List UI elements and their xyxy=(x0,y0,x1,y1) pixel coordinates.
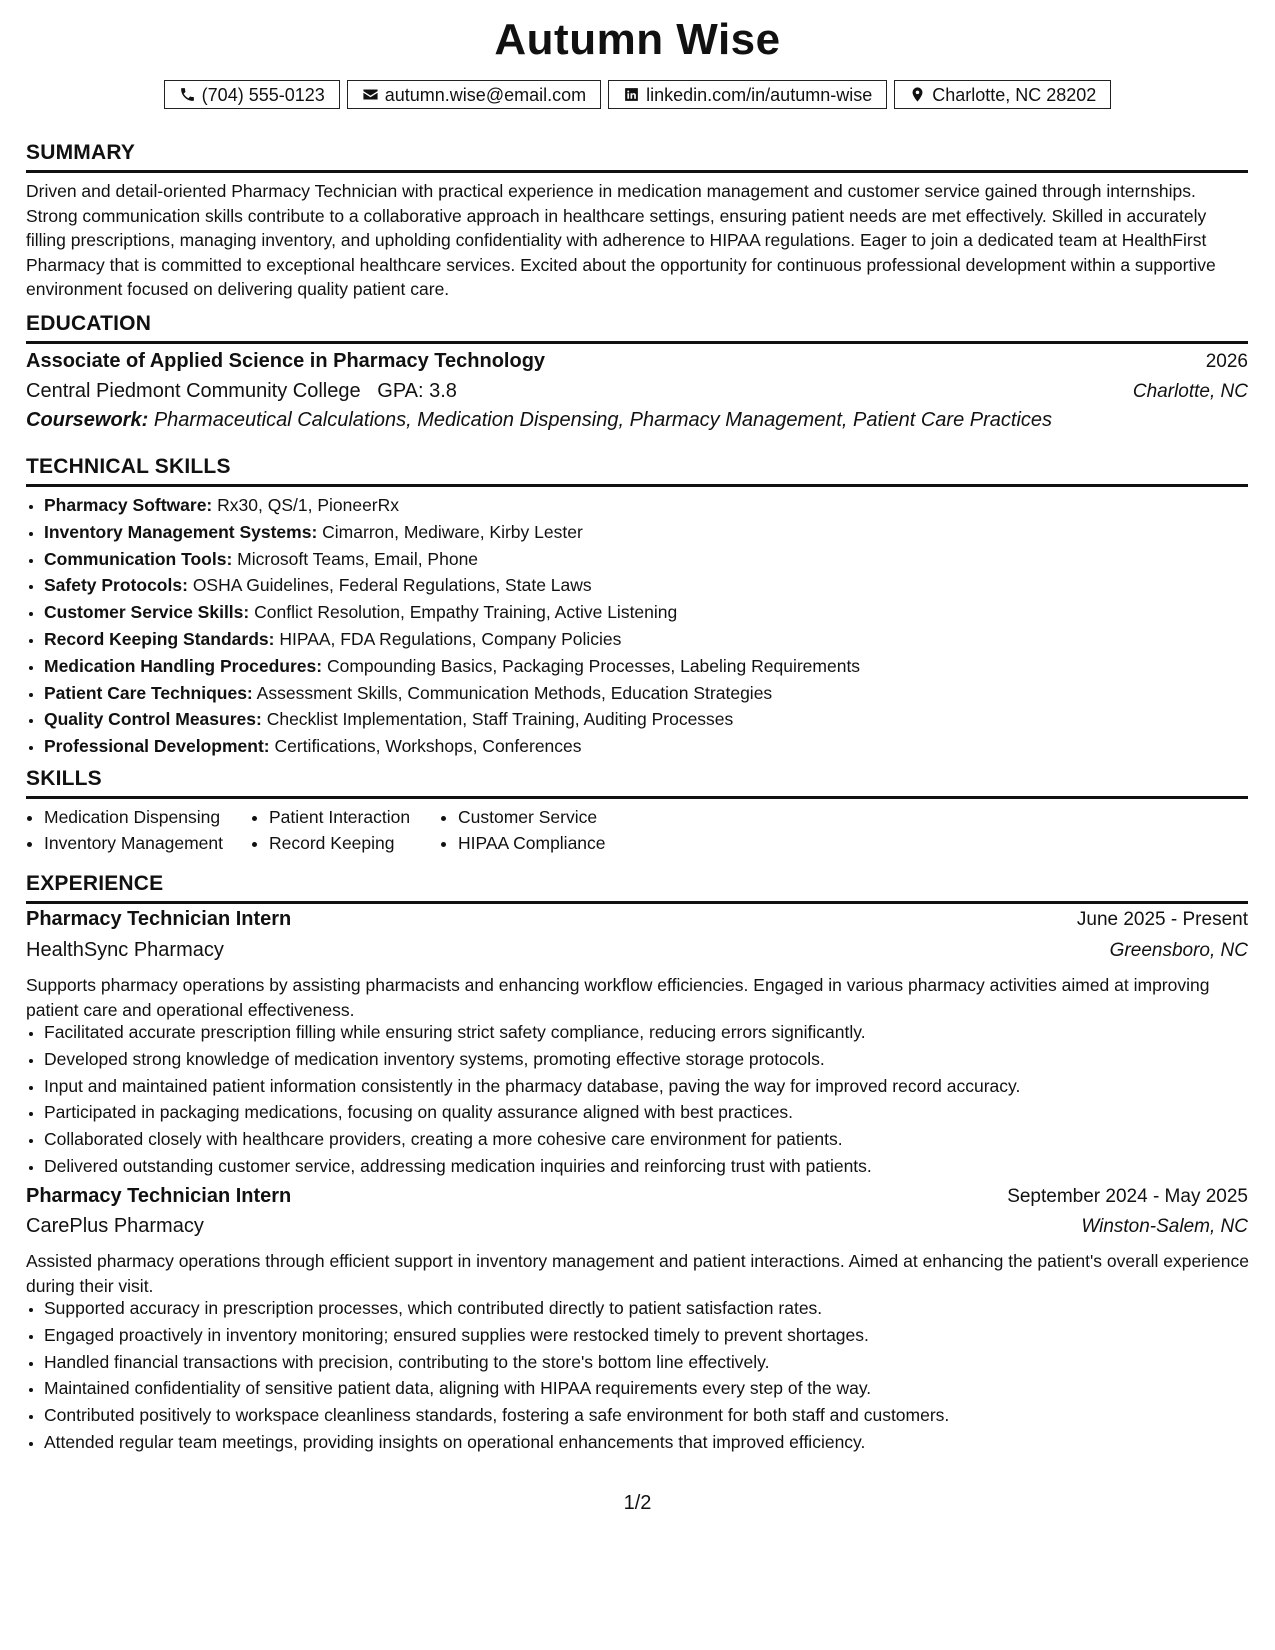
list-item: • Pharmacy Software: Rx30, QS/1, PioneerRx xyxy=(44,492,1244,519)
education-divider xyxy=(26,341,1248,344)
job-bullets xyxy=(26,1295,1244,1456)
list-item: • Inventory Management Systems: Cimarron, Mediware, Kirby Lester xyxy=(44,519,1244,546)
contact-linkedin[interactable] xyxy=(608,80,887,109)
linkedin-icon xyxy=(623,86,640,103)
skills-heading: SKILLS xyxy=(26,767,102,790)
location-pin-icon xyxy=(909,86,926,103)
coursework-row xyxy=(26,409,1248,432)
list-item: • Record Keeping xyxy=(269,830,440,856)
list-item: • Handled financial transactions with precision, contributing to the store's bottom line effectively. xyxy=(44,1349,1244,1376)
list-item: • Input and maintained patient information consistently in the pharmacy database, paving the way for improved record accuracy. xyxy=(44,1073,1244,1100)
list-item: • Contributed positively to workspace cleanliness standards, fostering a safe environment for both staff and customers. xyxy=(44,1402,1244,1429)
experience-divider xyxy=(26,901,1248,904)
list-item: • Participated in packaging medications, focusing on quality assurance aligned with best practices. xyxy=(44,1099,1244,1126)
education-school-row xyxy=(26,380,1248,403)
technical-skills-list xyxy=(26,492,1244,760)
contact-email-text: autumn.wise@email.com xyxy=(384,84,587,105)
contact-phone xyxy=(164,80,340,109)
skills-column xyxy=(26,804,251,856)
graduation-year: 2026 xyxy=(1205,351,1248,372)
list-item: • Record Keeping Standards: HIPAA, FDA Regulations, Company Policies xyxy=(44,626,1244,653)
contact-phone-text: (704) 555-0123 xyxy=(201,84,325,105)
list-item: • Supported accuracy in prescription processes, which contributed directly to patient satisfaction rates. xyxy=(44,1295,1244,1322)
list-item: • Attended regular team meetings, providing insights on operational enhancements that improved efficiency. xyxy=(44,1429,1244,1456)
job-title: Pharmacy Technician Intern xyxy=(26,1185,292,1207)
list-item: • Engaged proactively in inventory monitoring; ensured supplies were restocked timely to prevent shortages. xyxy=(44,1322,1244,1349)
job-company-row xyxy=(26,1215,1248,1238)
summary-heading: SUMMARY xyxy=(26,141,136,164)
job-company: HealthSync Pharmacy xyxy=(26,939,224,961)
list-item: • Facilitated accurate prescription filling while ensuring strict safety compliance, reducing errors significantly. xyxy=(44,1019,1244,1046)
coursework-line xyxy=(26,409,1052,432)
gpa: GPA: 3.8 xyxy=(377,380,457,402)
list-item: • Delivered outstanding customer service, addressing medication inquiries and reinforcing trust with patients. xyxy=(44,1153,1244,1180)
contact-email[interactable] xyxy=(347,80,601,109)
job-summary: Assisted pharmacy operations through efficient support in inventory management and patient interactions. Aimed at enhancing the patient's overall experience during their visit. xyxy=(26,1251,1249,1296)
summary-divider xyxy=(26,170,1248,173)
job-company-row xyxy=(26,939,1248,962)
job-title: Pharmacy Technician Intern xyxy=(26,908,292,930)
skills-grid xyxy=(26,804,640,856)
list-item: • Patient Interaction xyxy=(269,804,440,830)
list-item: • Inventory Management xyxy=(44,830,251,856)
job-dates: June 2025 - Present xyxy=(1076,909,1248,930)
skills-column xyxy=(440,804,640,856)
list-item: • Developed strong knowledge of medication inventory systems, promoting effective storage protocols. xyxy=(44,1046,1244,1073)
list-item: • Customer Service Skills: Conflict Resolution, Empathy Training, Active Listening xyxy=(44,599,1244,626)
job-dates: September 2024 - May 2025 xyxy=(1007,1186,1248,1207)
list-item: • Maintained confidentiality of sensitive patient data, aligning with HIPAA requirements every step of the way. xyxy=(44,1375,1244,1402)
contact-location xyxy=(894,80,1111,109)
skills-column xyxy=(251,804,440,856)
summary-text: Driven and detail-oriented Pharmacy Technician with practical experience in medication management and customer service gained through internships. Strong communication skills contribute to a collaborative approach in healthcare settings, ensuring patient needs are met effectively. Skilled in accurately filling prescriptions, managing inventory, and upholding confidentiality with adherence to HIPAA regulations. Eager to join a dedicated team at HealthFirst Pharmacy that is committed to exceptional healthcare services. Excited about the opportunity for continuous professional development within a supportive environment focused on delivering quality patient care. xyxy=(26,181,1216,300)
skills-divider xyxy=(26,796,1248,799)
contact-linkedin-text: linkedin.com/in/autumn-wise xyxy=(646,84,873,105)
school-name: Central Piedmont Community College xyxy=(26,380,361,402)
list-item: • Quality Control Measures: Checklist Implementation, Staff Training, Auditing Processes xyxy=(44,706,1244,733)
contact-location-text: Charlotte, NC 28202 xyxy=(932,84,1097,105)
experience-heading: EXPERIENCE xyxy=(26,872,164,895)
job-location: Winston-Salem, NC xyxy=(1081,1216,1248,1237)
list-item: • Patient Care Techniques: Assessment Skills, Communication Methods, Education Strategies xyxy=(44,680,1244,707)
job-title-row xyxy=(26,908,1248,931)
list-item: • Collaborated closely with healthcare providers, creating a more cohesive care environment for patients. xyxy=(44,1126,1244,1153)
list-item: • Safety Protocols: OSHA Guidelines, Federal Regulations, State Laws xyxy=(44,572,1244,599)
education-degree-row xyxy=(26,350,1248,373)
job-location: Greensboro, NC xyxy=(1109,940,1248,961)
degree-name: Associate of Applied Science in Pharmacy Technology xyxy=(26,350,546,372)
job-bullets xyxy=(26,1019,1244,1180)
list-item: • Medication Dispensing xyxy=(44,804,251,830)
list-item: • Medication Handling Procedures: Compounding Basics, Packaging Processes, Labeling Requirements xyxy=(44,653,1244,680)
technical-skills-heading: TECHNICAL SKILLS xyxy=(26,455,231,478)
list-item: • HIPAA Compliance xyxy=(458,830,640,856)
list-item: • Communication Tools: Microsoft Teams, Email, Phone xyxy=(44,546,1244,573)
coursework-list: Pharmaceutical Calculations, Medication Dispensing, Pharmacy Management, Patient Care Practices xyxy=(153,409,1053,431)
list-item: • Customer Service xyxy=(458,804,640,830)
school-location: Charlotte, NC xyxy=(1132,381,1248,402)
envelope-icon xyxy=(362,86,379,103)
contact-bar xyxy=(0,80,1275,109)
candidate-name: Autumn Wise xyxy=(494,15,781,64)
coursework-label: Coursework: xyxy=(26,409,149,431)
list-item: • Professional Development: Certifications, Workshops, Conferences xyxy=(44,733,1244,760)
technical-skills-divider xyxy=(26,484,1248,487)
page-number: 1/2 xyxy=(623,1492,652,1514)
job-company: CarePlus Pharmacy xyxy=(26,1215,204,1237)
job-summary: Supports pharmacy operations by assisting pharmacists and enhancing workflow efficiencies. Engaged in various pharmacy activities aimed at improving patient care and operational effectiveness. xyxy=(26,975,1210,1020)
education-heading: EDUCATION xyxy=(26,312,152,335)
phone-icon xyxy=(179,86,196,103)
job-title-row xyxy=(26,1185,1248,1208)
school-line xyxy=(26,380,457,403)
